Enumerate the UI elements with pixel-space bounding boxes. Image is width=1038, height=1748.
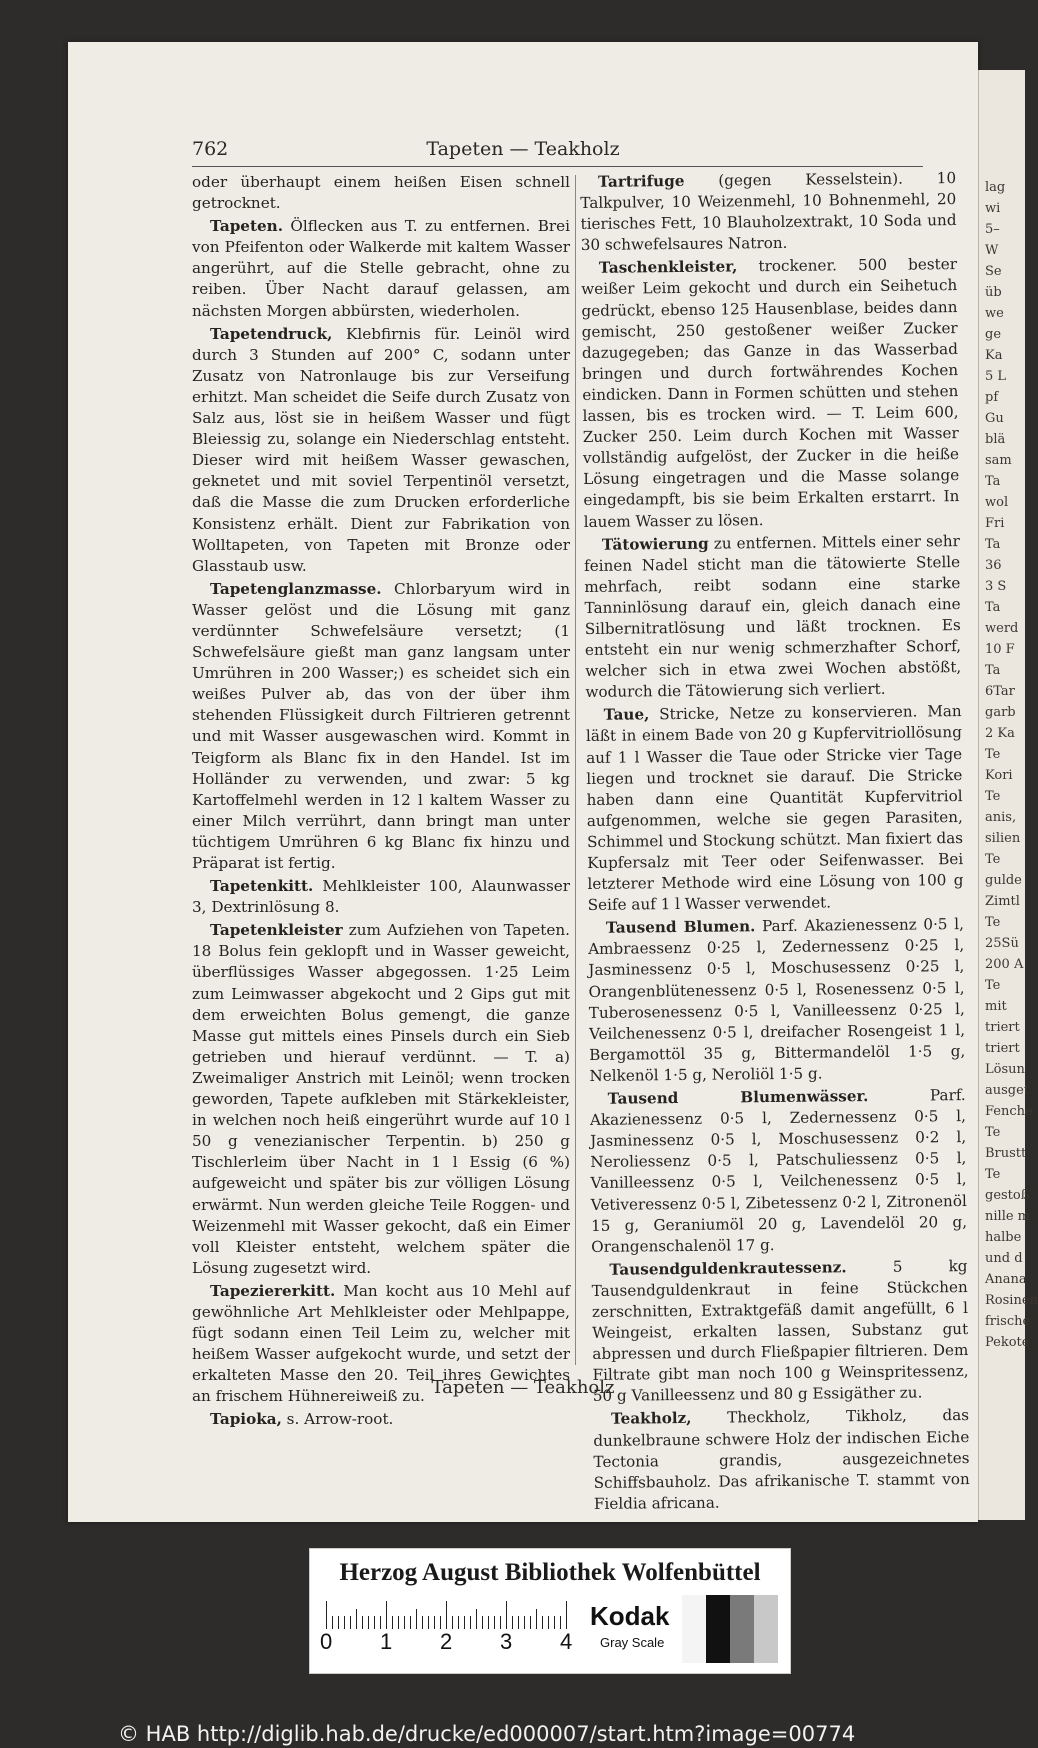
next-page-fragment: Te	[985, 1125, 1001, 1140]
scale-ruler	[326, 1601, 566, 1629]
next-page-fragment: Ta	[985, 600, 1001, 615]
entry-text: Theckholz, Tikholz, das dunkelbraune schwere Holz der indischen Eiche Tectonia grandis, ausgezeichnetes Schiffsbauholz. Das afrikanische T. stammt von Fieldia africana.	[593, 1406, 970, 1513]
next-page-fragment: Rosinen	[985, 1293, 1038, 1308]
dictionary-entry	[192, 920, 570, 1279]
next-page-fragment: 6Tar	[985, 684, 1015, 699]
entry-term: Tapetenglanzmasse.	[210, 579, 382, 598]
next-page-edge	[978, 70, 1038, 1520]
ruler-tick	[506, 1601, 507, 1629]
ruler-tick	[356, 1609, 357, 1629]
next-page-fragment: Zimtl	[985, 894, 1020, 909]
ruler-tick	[512, 1616, 513, 1629]
ruler-tick	[470, 1616, 471, 1629]
library-name: Herzog August Bibliothek Wolfenbüttel	[339, 1559, 761, 1586]
ruler-tick	[476, 1609, 477, 1629]
gray-swatch	[706, 1595, 730, 1663]
scale-label: 4	[560, 1629, 573, 1654]
next-page-fragment: Kori	[985, 768, 1013, 783]
next-page-fragment: Pekote	[985, 1335, 1030, 1350]
dictionary-entry	[192, 1409, 570, 1430]
entry-text: Man kocht aus 10 Mehl auf gewöhnliche Art Mehlkleister oder Mehlpappe, fügt sodann einen Teil Leim zu, welcher mit heißem Wasser aufgekocht wurde, und setzt der erkalteten Masse den 20. Teil ihres Gewichtes an frischem Hühnereiweiß zu.	[192, 1281, 570, 1406]
next-page-fragment: 3 S	[985, 579, 1007, 594]
dictionary-entry	[580, 168, 957, 256]
entry-text: Mehlkleister 100, Alaunwasser 3, Dextrinlösung 8.	[192, 877, 570, 917]
gray-swatch	[754, 1595, 778, 1663]
next-page-fragment: wi	[985, 201, 1001, 216]
next-page-fragment: blä	[985, 432, 1006, 447]
next-page-fragment: Fri	[985, 516, 1005, 531]
next-page-fragment: Ka	[985, 348, 1003, 363]
next-page-fragment: we	[985, 306, 1004, 321]
ruler-tick	[440, 1616, 441, 1629]
scale-label: 2	[440, 1629, 453, 1654]
next-page-fragment: Te	[985, 789, 1001, 804]
right-column	[580, 168, 970, 1517]
color-target-card	[309, 1548, 791, 1674]
ruler-tick	[494, 1616, 495, 1629]
next-page-fragment: lag	[985, 180, 1006, 195]
next-page-fragment: garb	[985, 705, 1016, 720]
entry-text: zum Aufziehen von Tapeten. 18 Bolus fein geklopft und in Wasser geweicht, überflüssiges Wasser abgegossen. 1·25 Leim zum Leimwasser abgekocht und 2 Gips gut mit dem erweichten Bolus gemengt, die ganze Masse gut mittels eines Pinsels durch ein Sieb getrieben und hierauf verdünnt. — T. a) Zweimaliger Anstrich mit Leinöl; wenn trocken geworden, Tapete aufkleben mit Stärkekleister, in welchen noch heiß eingerührt wurde auf 10 l 50 g venezianischer Terpentin. b) 250 g Tischlerleim über Nacht in 1 l Essig (6 %) aufgeweicht und später bis zur völligen Lösung erwärmt. Nun werden gleiche Teile Roggen- und Weizenmehl mit Wasser gekocht, daß ein Eimer voll Kleister entsteht, welchem später die Lösung zugesetzt wird.	[192, 921, 570, 1277]
next-page-fragment: Te	[985, 747, 1001, 762]
entry-term: Taue,	[603, 705, 650, 725]
entry-term: Teakholz,	[610, 1409, 692, 1429]
ruler-tick	[548, 1616, 549, 1629]
next-page-fragment: pf	[985, 390, 999, 405]
gray-swatch	[730, 1595, 754, 1663]
entry-text: Ölflecken aus T. zu entfernen. Brei von Pfeifenton oder Walkerde mit kaltem Wasser angerührt, auf die Stelle gebracht, ohne zu reiben. Über Nacht darauf gelassen, am nächsten Morgen abbürsten, wiederholen.	[192, 217, 570, 320]
ruler-tick	[344, 1616, 345, 1629]
next-page-fragment: mit	[985, 999, 1007, 1014]
ruler-tick	[428, 1616, 429, 1629]
ruler-tick	[524, 1616, 525, 1629]
header-title: Tapeten — Teakholz	[426, 138, 620, 160]
next-page-fragment: gulde	[985, 873, 1022, 888]
ruler-tick	[488, 1616, 489, 1629]
entry-term: Tapetendruck,	[210, 324, 333, 343]
dictionary-entry	[584, 531, 962, 704]
next-page-fragment: Te	[985, 915, 1001, 930]
ruler-tick	[560, 1616, 561, 1629]
next-page-fragment: Gu	[985, 411, 1004, 426]
next-page-fragment: ausget	[985, 1083, 1030, 1098]
entry-term: Tausend Blumenwässer.	[607, 1087, 869, 1108]
book-page	[68, 42, 978, 1522]
ruler-tick	[326, 1601, 327, 1629]
dictionary-entry	[586, 701, 964, 916]
entry-text: (gegen Kesselstein). 10 Talkpulver, 10 Weizenmehl, 10 Bohnenmehl, 20 tierisches Fett, 10 Blauholzextrakt, 10 Soda und 30 schwefelsaures Natron.	[580, 169, 957, 255]
ruler-tick	[338, 1616, 339, 1629]
entry-term: Tätowierung	[601, 534, 709, 554]
entry-text: s. Arrow-root.	[281, 1410, 394, 1429]
entry-term: Taschenkleister,	[598, 257, 738, 278]
next-page-fragment: 200 A	[985, 957, 1024, 972]
next-page-fragment: triert	[985, 1020, 1020, 1035]
scale-label: 1	[380, 1629, 393, 1654]
next-page-fragment: Te	[985, 852, 1001, 867]
ruler-tick	[458, 1616, 459, 1629]
entry-term: Tapeziererkitt.	[210, 1281, 336, 1300]
next-page-fragment: und d	[985, 1251, 1023, 1266]
next-page-fragment: gestoß	[985, 1188, 1030, 1203]
entry-term: Tapetenkleister	[210, 921, 343, 940]
next-page-fragment: Brustt	[985, 1146, 1027, 1161]
ruler-tick	[452, 1616, 453, 1629]
next-page-fragment: 5–	[985, 222, 1000, 237]
scale-label: 3	[500, 1629, 513, 1654]
entry-term: Tausend Blumen.	[605, 917, 756, 938]
ruler-tick	[536, 1609, 537, 1629]
ruler-tick	[410, 1616, 411, 1629]
entry-text: zu entfernen. Mittels einer sehr feinen Nadel sticht man die tätowierte Stelle mehrfach, reibt sodann eine starke Tanninlösung darauf ein, gleich danach eine Silbernitratlösung und läßt trocknen. Es entsteht ein nur wenig schmerzhafter Schorf, welcher sich in etwa zwei Wochen abstößt, wodurch die Tätowierung sich verliert.	[584, 531, 962, 702]
entry-term: Tausendguldenkrautessenz.	[609, 1258, 847, 1279]
entry-term: Tartrifuge	[598, 171, 685, 191]
next-page-fragment: 5 L	[985, 369, 1007, 384]
left-column	[192, 172, 570, 1433]
ruler-tick	[368, 1616, 369, 1629]
dictionary-entry	[192, 579, 570, 874]
next-page-fragment: Lösun	[985, 1062, 1025, 1077]
gray-scale-label: Gray Scale	[600, 1635, 665, 1650]
next-page-fragment: Ta	[985, 537, 1001, 552]
next-page-fragment: Anana	[985, 1272, 1027, 1287]
ruler-tick	[530, 1616, 531, 1629]
page-footer: Tapeten — Teakholz	[431, 1377, 615, 1398]
running-header	[68, 138, 978, 164]
next-page-fragment: wol	[985, 495, 1009, 510]
next-page-fragment: üb	[985, 285, 1002, 300]
credit-link[interactable]: © HAB http://diglib.hab.de/drucke/ed000007/start.htm?image=00774	[118, 1722, 856, 1746]
ruler-tick	[332, 1616, 333, 1629]
ruler-tick	[398, 1616, 399, 1629]
dictionary-entry	[588, 914, 966, 1087]
next-page-fragment: 36	[985, 558, 1002, 573]
entry-term: Tapioka,	[210, 1410, 282, 1429]
ruler-tick	[392, 1616, 393, 1629]
dictionary-entry	[192, 172, 570, 214]
next-page-fragment: sam	[985, 453, 1012, 468]
next-page-fragment: anis,	[985, 810, 1017, 825]
ruler-tick	[350, 1616, 351, 1629]
ruler-tick	[542, 1616, 543, 1629]
next-page-fragment: Te	[985, 1167, 1001, 1182]
next-page-fragment: 25Sü	[985, 936, 1019, 951]
entry-text: 5 kg Tausendguldenkraut in feine Stückchen zerschnitten, Extraktgefäß damit angefüllt, 6 l Weingeist, erkalten lassen, Substanz gut abpressen und durch Fließpapier filtrieren. Dem Filtrate gibt man noch 100 g Weinspritessenz, 50 g Vanilleessenz und 80 g Essigäther zu.	[591, 1256, 969, 1406]
next-page-fragment: halbe	[985, 1230, 1022, 1245]
ruler-tick	[482, 1616, 483, 1629]
ruler-tick	[518, 1616, 519, 1629]
next-page-fragment: W	[985, 243, 999, 258]
page-number: 762	[192, 138, 229, 160]
next-page-fragment: Ta	[985, 474, 1001, 489]
next-page-fragment: frische	[985, 1314, 1031, 1329]
entry-text: Stricke, Netze zu konservieren. Man läßt in einem Bade von 20 g Kupfervitriollösung auf 1 l Wasser die Taue oder Stricke vier Tage liegen und trocknet sie darauf. Die Stricke haben dann eine Quantität Kupfervitriol aufgenommen, welche sie gegen Parasiten, Schimmel und Stockung schützt. Man fixiert das Kupfersalz mit Teer oder Seifenwasser. Bei letzterer Methode wird eine Lösung von 100 g Seife auf 1 l Wasser verwendet.	[585, 702, 964, 915]
dictionary-entry	[581, 254, 960, 532]
ruler-tick	[374, 1616, 375, 1629]
ruler-tick	[554, 1616, 555, 1629]
ruler-tick	[416, 1609, 417, 1629]
dictionary-entry	[593, 1405, 970, 1514]
ruler-tick	[500, 1616, 501, 1629]
entry-text: Parf. Akazienessenz 0·5 l, Zedernessenz 0·5 l, Jasminessenz 0·5 l, Moschusessenz 0·2 l, Neroliessenz 0·5 l, Patschuliessenz 0·5 l, Vanilleessenz 0·5 l, Veilchenessenz 0·5 l, Vetiveressenz 0·5 l, Zibetessenz 0·2 l, Zitronenöl 15 g, Geraniumöl 20 g, Lavendelöl 20 g, Orangenschalenöl 17 g.	[589, 1086, 968, 1256]
next-page-fragment: Se	[985, 264, 1002, 279]
ruler-tick	[434, 1616, 435, 1629]
column-divider	[575, 175, 576, 1365]
kodak-logo: Kodak	[590, 1601, 670, 1631]
ruler-tick	[422, 1616, 423, 1629]
next-page-fragment: Fenche	[985, 1104, 1033, 1119]
next-page-fragment: ge	[985, 327, 1002, 342]
header-rule	[192, 166, 923, 167]
entry-text: Parf. Akazienessenz 0·5 l, Ambraessenz 0·25 l, Zedernessenz 0·25 l, Jasminessenz 0·5 l, Moschusessenz 0·25 l, Orangenblütenessenz 0·5 l, Rosenessenz 0·5 l, Tuberosenessenz 0·5 l, Vanilleessenz 0·25 l, Veilchenessenz 0·5 l, dreifacher Rosengeist 1 l, Bergamottöl 35 g, Bittermandelöl 1·5 g, Nelkenöl 1·5 g, Neroliöl 1·5 g.	[588, 915, 966, 1085]
next-page-fragment: nille m	[985, 1209, 1030, 1224]
ruler-tick	[380, 1616, 381, 1629]
entry-term: Tapetenkitt.	[210, 877, 314, 896]
next-page-fragment: Ta	[985, 663, 1001, 678]
ruler-tick	[404, 1616, 405, 1629]
ruler-tick	[566, 1601, 567, 1629]
next-page-fragment: 10 F	[985, 642, 1015, 657]
dictionary-entry	[590, 1085, 968, 1258]
gray-swatches	[682, 1595, 778, 1663]
dictionary-entry	[192, 876, 570, 918]
ruler-tick	[446, 1601, 447, 1629]
entry-text: Klebfirnis für. Leinöl wird durch 3 Stunden auf 200° C, sodann unter Zusatz von Natronlauge bis zur Verseifung erhitzt. Man scheidet die Seife durch Zusatz von Salz aus, löst sie in heißem Wasser und fügt Bleiessig zu, solange ein Niederschlag entsteht. Dieser wird mit heißem Wasser gewaschen, geknetet und mit soviel Terpentinöl versetzt, daß die Masse die zum Drucken erforderliche Konsistenz erhält. Dient zur Fabrikation von Wolltapeten, von Tapeten mit Bronze oder Glasstaub usw.	[192, 324, 570, 575]
dictionary-entry	[192, 324, 570, 577]
ruler-tick	[386, 1601, 387, 1629]
next-page-fragment: Te	[985, 978, 1001, 993]
dictionary-entry	[192, 216, 570, 321]
entry-text: Chlorbaryum wird in Wasser gelöst und die Lösung mit ganz verdünnter Schwefelsäure versetzt; (1 Schwefelsäure gießt man ganz langsam unter Umrühren in 200 Wasser;) es scheidet sich ein weißes Pulver ab, das von der über ihm stehenden Flüssigkeit durch Filtrieren getrennt und mit Wasser ausgewaschen wird. Kommt in Teigform als Blanc fix in den Handel. Ist im Holländer zu verwenden, und zwar: 5 kg Kartoffelmehl werden in 12 l kaltem Wasser zu einer Milch verrührt, dann bringt man unter tüchtigem Umrühren 6 kg Blanc fix hinzu und Präparat ist fertig.	[192, 579, 570, 872]
ruler-tick	[464, 1616, 465, 1629]
entry-text: trockener. 500 bester weißer Leim gekocht und durch ein Seihetuch gedrückt, ebenso 125 Hausenblase, beides dann gemischt, 250 gestoßener weißer Zucker dazugegeben; das Ganze in das Wasserbad bringen und durch fortwährendes Kochen eindicken. Dann in Formen schütten und stehen lassen, bis es trocken wird. — T. Leim 600, Zucker 250. Leim durch Kochen mit Wasser vollständig aufgelöst, der Zucker in die heiße Lösung eingetragen und die Masse solange eingedampft, bis sie beim Erkalten erstarrt. In lauem Wasser zu lösen.	[581, 255, 960, 531]
next-page-fragment: werd	[985, 621, 1019, 636]
scale-label: 0	[320, 1629, 333, 1654]
ruler-tick	[362, 1616, 363, 1629]
next-page-fragment: silien	[985, 831, 1021, 846]
entry-text: oder überhaupt einem heißen Eisen schnell getrocknet.	[192, 173, 570, 213]
gray-swatch	[682, 1595, 706, 1663]
entry-term: Tapeten.	[210, 217, 283, 236]
next-page-fragment: triert	[985, 1041, 1020, 1056]
next-page-fragment: 2 Ka	[985, 726, 1015, 741]
